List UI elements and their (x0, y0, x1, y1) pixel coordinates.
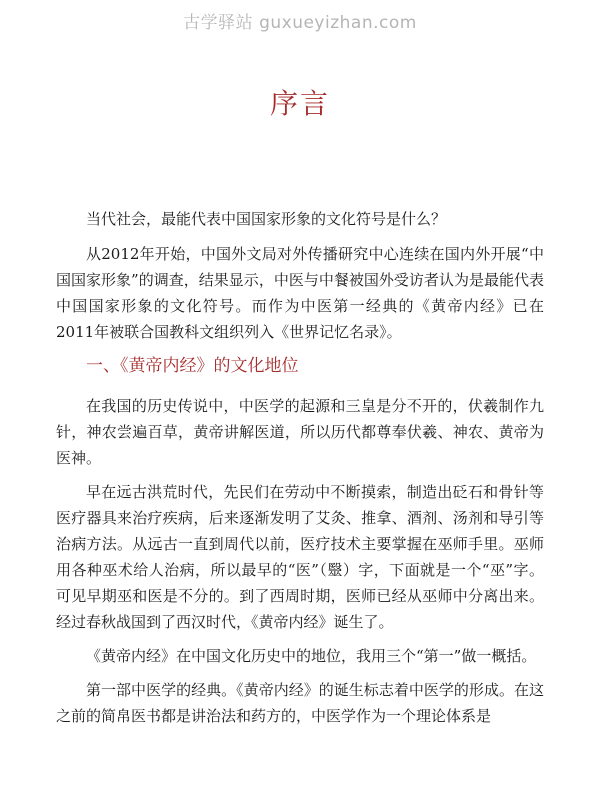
intro-paragraph-2: 从2012年开始，中国外文局对外传播研究中心连续在国内外开展“中国国家形象”的调查，结果显示，中医与中餐被国外受访者认为是最能代表中国国家形象的文化符号。而作为中医第一经典的《黄帝内经》已在2011年被联合国教科文组织列入《世界记忆名录》。 (56, 245, 544, 341)
page-title: 序言 (269, 87, 330, 120)
section-heading: 一、《黄帝内经》的文化地位 (86, 356, 299, 376)
section-paragraph-1: 在我国的历史传说中，中医学的起源和三皇是分不开的，伏羲制作九针，神农尝遍百草，黄帝讲解医道，所以历代都尊奉伏羲、神农、黄帝为医神。 (56, 397, 544, 467)
section-paragraph-4: 第一部中医学的经典。《黄帝内经》的诞生标志着中医学的形成。在这之前的简帛医书都是讲治法和药方的，中医学作为一个理论体系是 (56, 681, 544, 725)
section-paragraph-3: 《黄帝内经》在中国文化历史中的地位，我用三个“第一”做一概括。 (86, 647, 537, 665)
section-paragraph-2: 早在远古洪荒时代，先民们在劳动中不断摸索，制造出砭石和骨针等医疗器具来治疗疾病，后来逐渐发明了艾灸、推拿、酒剂、汤剂和导引等治病方法。从远古一直到周代以前，医疗技术主要掌握在巫师手里。巫师用各种巫术给人治病，所以最早的“医”（毉）字，下面就是一个“巫”字。可见早期巫和医是不分的。到了西周时期，医师已经从巫师中分离出来。经过春秋战国到了西汉时代，《黄帝内经》诞生了。 (56, 483, 544, 631)
site-watermark: 古学驿站 guxueyizhan.com (183, 13, 417, 33)
document-body (56, 206, 544, 737)
intro-paragraph-1: 当代社会，最能代表中国国家形象的文化符号是什么？ (86, 210, 447, 228)
